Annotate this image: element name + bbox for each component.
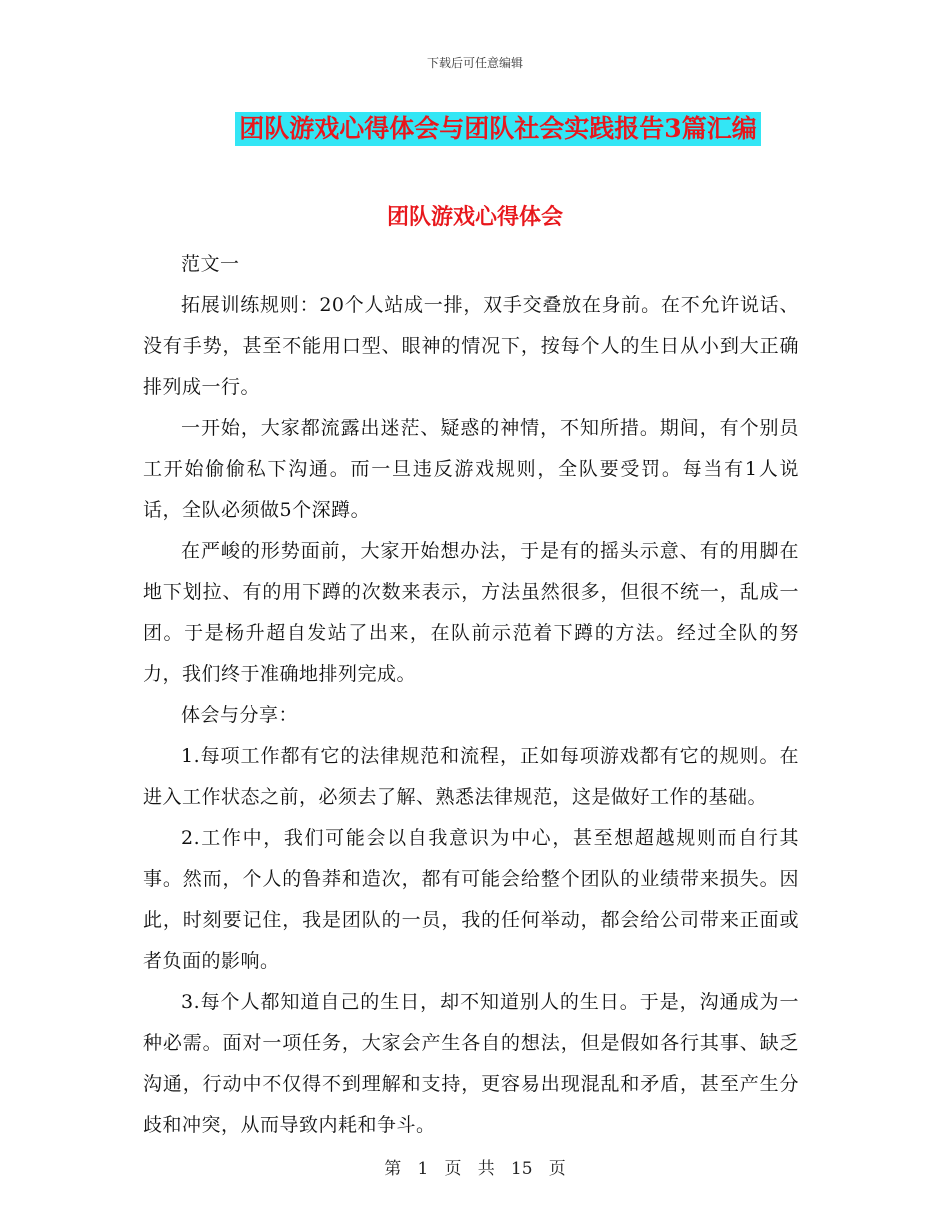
footer-total-label: 共 (477, 1159, 495, 1179)
header-note: 下载后可任意编辑 (426, 56, 523, 70)
paragraph-point-3: 3.每个人都知道自己的生日，却不知道别人的生日。于是，沟通成为一种必需。面对一项任务，大家会产生各自的想法，但是假如各行其事、缺乏沟通，行动中不仅得不到理解和支持，更容易出现混乱和矛盾，甚至产生分歧和冲突，从而导致内耗和争斗。 (143, 991, 799, 1136)
document-title-container (0, 112, 950, 146)
footer-total-unit: 页 (548, 1159, 566, 1179)
document-body (143, 244, 799, 1146)
section-title: 团队游戏心得体会 (386, 204, 563, 230)
document-title: 团队游戏心得体会与团队社会实践报告3篇汇编 (235, 112, 760, 146)
page-footer (0, 1154, 950, 1179)
footer-page-label: 第 (384, 1159, 402, 1179)
paragraph-beginning: 一开始，大家都流露出迷茫、疑惑的神情，不知所措。期间，有个别员工开始偷偷私下沟通。而一旦违反游戏规则，全队要受罚。每当有1人说话，全队必须做5个深蹲。 (143, 417, 799, 521)
paragraph-point-2: 2.工作中，我们可能会以自我意识为中心，甚至想超越规则而自行其事。然而，个人的鲁莽和造次，都有可能会给整个团队的业绩带来损失。因此，时刻要记住，我是团队的一员，我的任何举动，都会给公司带来正面或者负面的影响。 (143, 827, 799, 972)
footer-page-unit: 页 (444, 1159, 462, 1179)
footer-page-number: 1 (417, 1159, 429, 1179)
paragraph-point-1: 1.每项工作都有它的法律规范和流程，正如每项游戏都有它的规则。在进入工作状态之前，必须去了解、熟悉法律规范，这是做好工作的基础。 (143, 745, 799, 808)
paragraph-reflection-heading: 体会与分享： (181, 704, 299, 726)
paragraph-sample-label: 范文一 (181, 253, 240, 275)
paragraph-solution: 在严峻的形势面前，大家开始想办法，于是有的摇头示意、有的用脚在地下划拉、有的用下蹲的次数来表示，方法虽然很多，但很不统一，乱成一团。于是杨升超自发站了出来，在队前示范着下蹲的方法。经过全队的努力，我们终于准确地排列完成。 (143, 540, 799, 685)
footer-total-pages: 15 (510, 1159, 533, 1179)
paragraph-rules: 拓展训练规则：20个人站成一排，双手交叠放在身前。在不允许说话、没有手势，甚至不能用口型、眼神的情况下，按每个人的生日从小到大正确排列成一行。 (143, 294, 799, 398)
